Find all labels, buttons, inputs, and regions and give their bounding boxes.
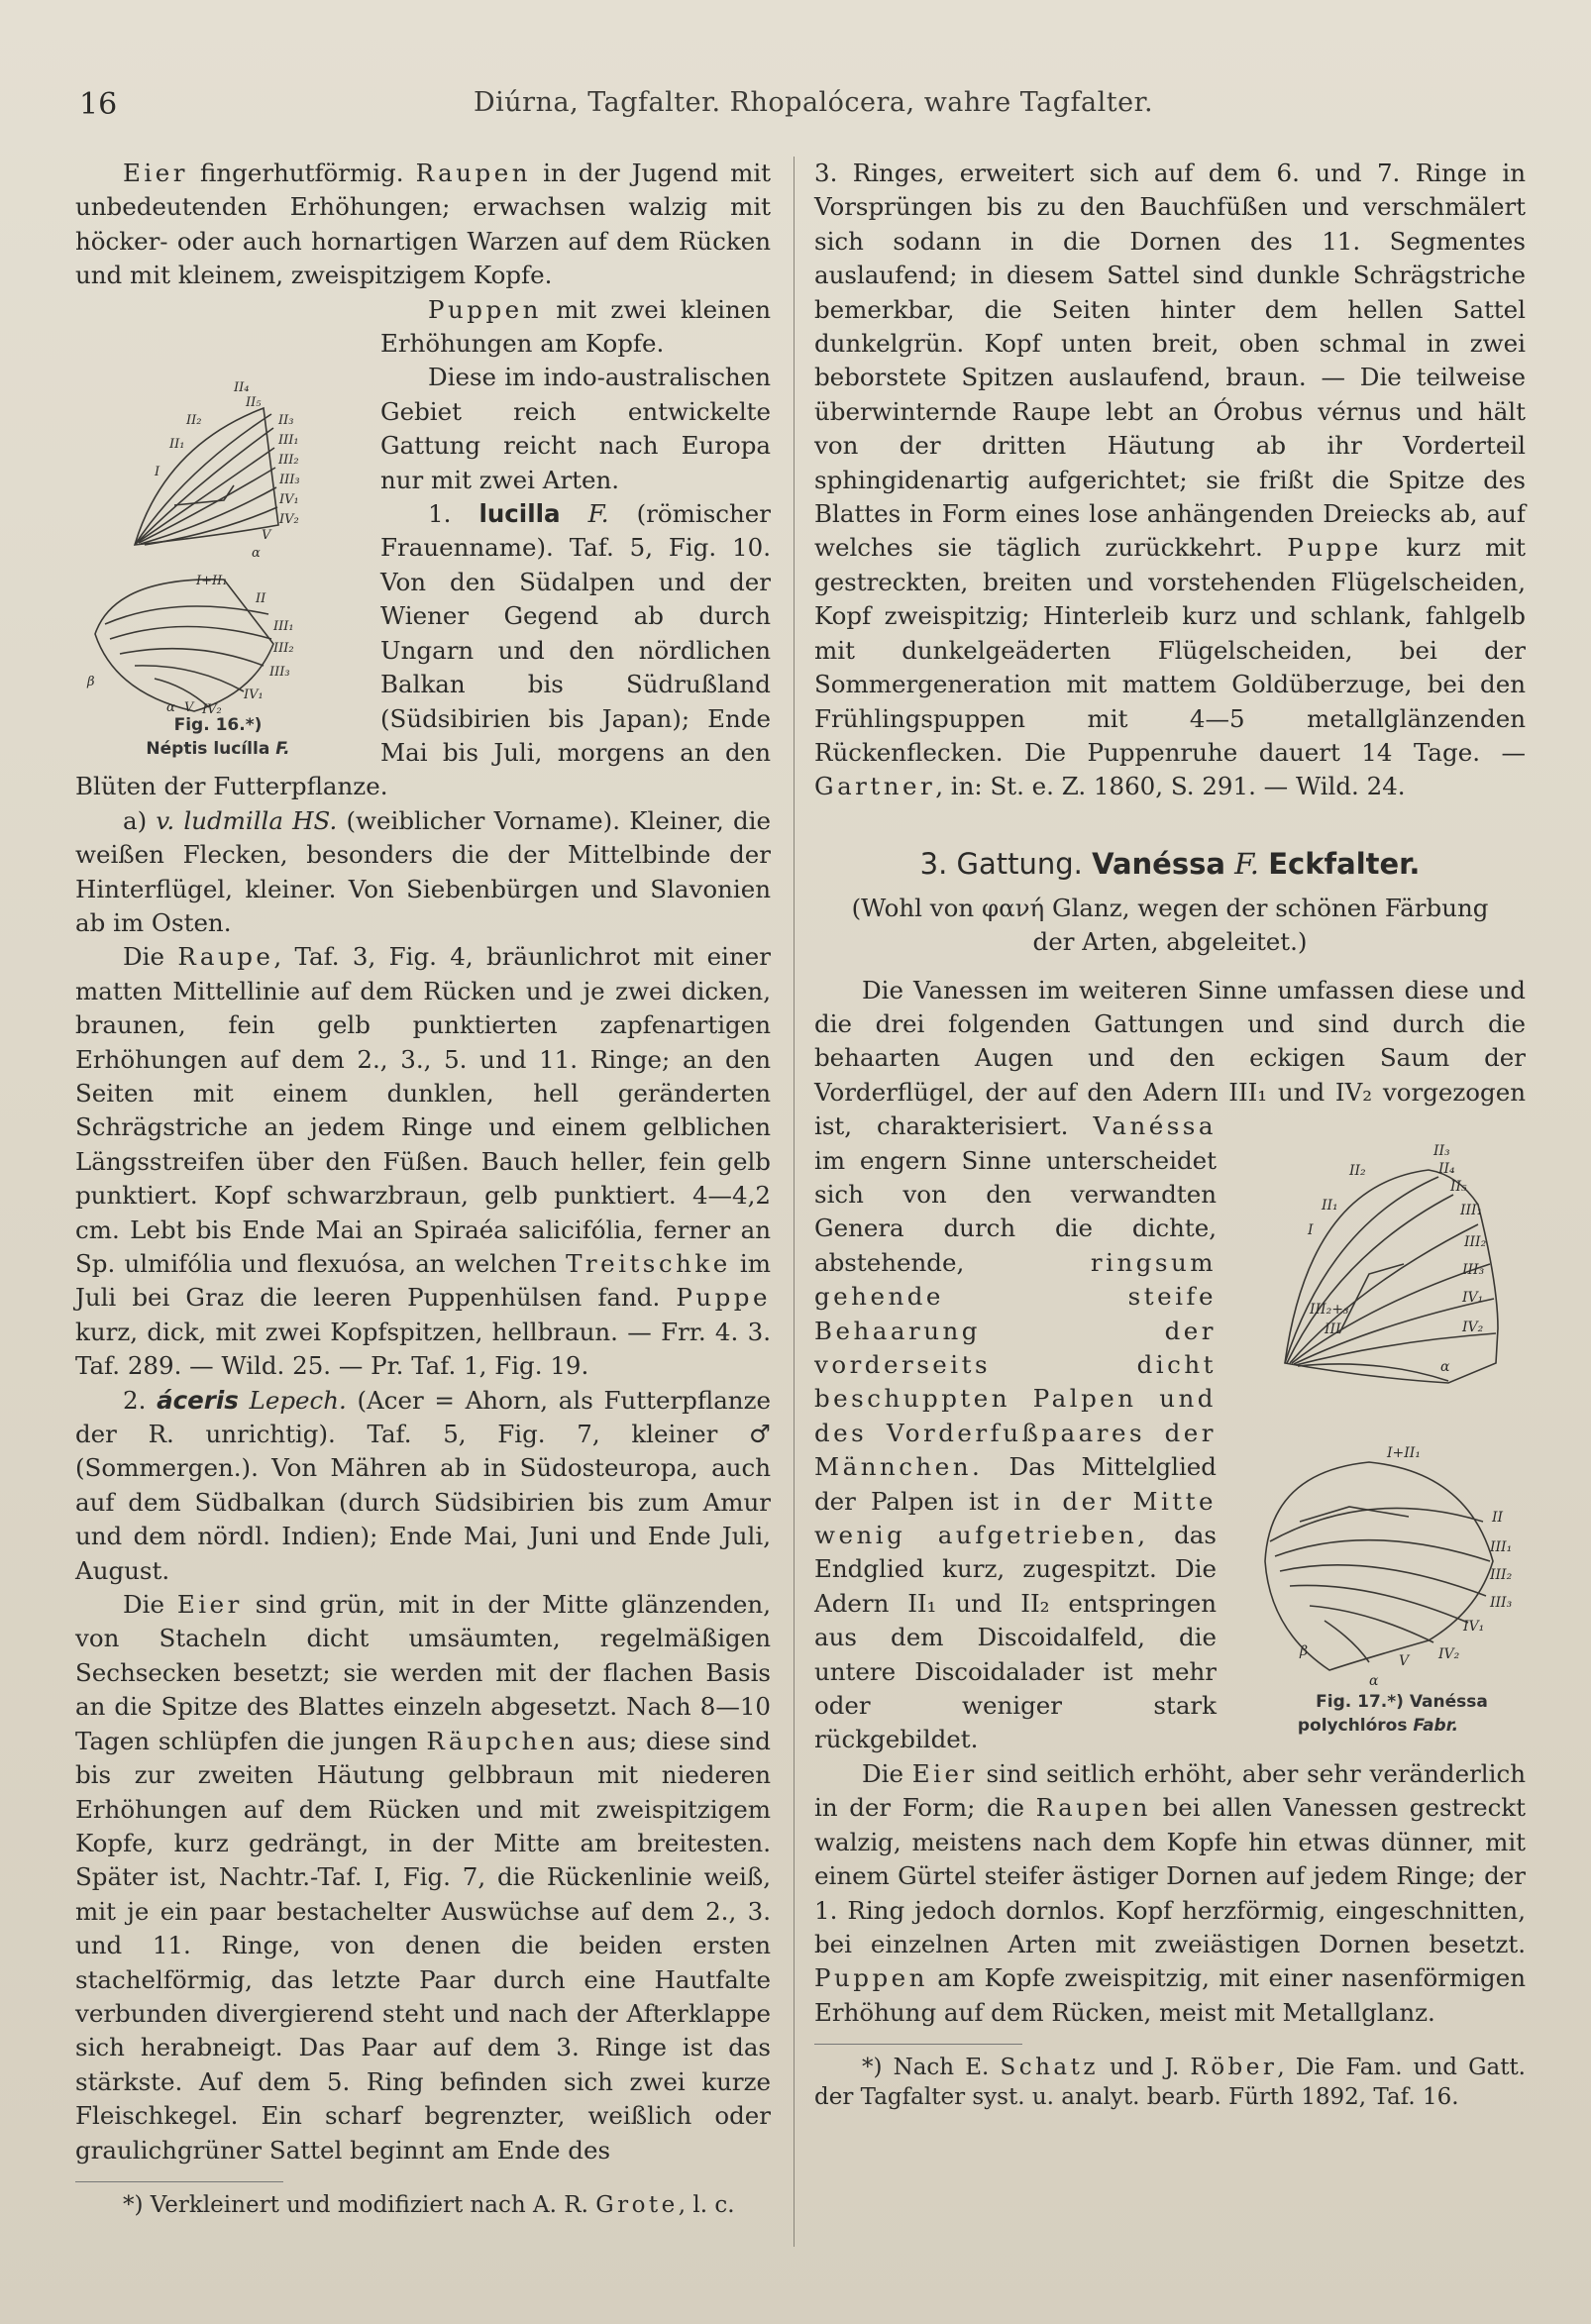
svg-text:V: V (262, 527, 271, 543)
paragraph-eggs-larvae: Eier fingerhutförmig. Raupen in der Jugend mit unbedeutenden Erhöhungen; erwachsen walzig mit höcker- oder auch hornartigen Warzen auf dem Rücken und mit kleinem, zweispitzigem Kopfe. (75, 158, 771, 290)
svg-text:I+II₁: I+II₁ (1387, 1445, 1421, 1462)
svg-text:III₃: III₃ (1490, 1595, 1513, 1612)
left-column (75, 157, 771, 2220)
svg-text:IV₁: IV₁ (1463, 1619, 1485, 1636)
svg-text:III₁: III₁ (278, 432, 299, 448)
svg-text:IV₂: IV₂ (202, 701, 222, 713)
paragraph-vanessa-definition: Die Vanessen im weiteren Sinne umfassen diese und die drei folgenden Gattungen und sind durch die behaarten Augen und den eckigen Saum der Vorderflügel, der auf den Adern III₁ und IV₂ vorgezogen ist, charakterisiert. II₃ II₄ II₅ II₂ II₁ I III₁ III₂ III₃ IV₁ IV₂ III₂+₃ III α I+II₁ II III₁ III₂ III₃ IV₁ IV₂ β V α Fig. 17.*) Vanéssa polychlóros Fabr. Vanéssa im engern Sinne unterscheidet sich von den verwandten Genera durch die dichte, abstehende, ringsum gehende steife Behaarung der vorderseits dicht beschuppten Palpen und des Vorderfußpaares der Männchen. Das Mittelglied der Palpen ist in der Mitte wenig aufgetrieben, das Endglied kurz, zugespitzt. Die Adern II₁ und II₂ entspringen aus dem Discoidalfeld, die untere Discoidalader ist mehr oder weniger stark rückgebildet. (814, 975, 1526, 1754)
svg-text:β: β (1300, 1643, 1309, 1660)
svg-text:II₅: II₅ (1450, 1179, 1467, 1196)
right-column (814, 157, 1526, 2112)
paragraph-saddle-continued: 3. Ringes, erweitert sich auf dem 6. und 7. Ringe in Vorsprüngen bis zu den Bauchfüßen und verschmälert sich sodann in die Dornen des 11. Segmentes auslaufend; in diesem Sattel sind dunkle Schrägstriche bemerkbar, die Seiten hinter dem hellen Sattel dunkelgrün. Kopf unten breit, oben schmal in zwei beborstete Spitzen auslaufend, braun. — Die teilweise überwinternde Raupe lebt an Órobus vérnus und hält von der dritten Häutung ab ihr Vorderteil sphingidenartig aufgerichtet; sie frißt die Spitze des Blattes in Form eines lose anhängenden Dreiecks ab, auf welches sie täglich zurückkehrt. Puppe kurz mit gestreckten, breiten und vorstehenden Flügelscheiden, Kopf zweispitzig; Hinterleib kurz und schlank, fahlgelb mit dunkelgeäderten Flügelscheiden, bei der Sommergeneration mit mattem Goldüberzuge, bei den Frühlingspuppen mit 4—5 metallglänzenden Rückenflecken. Die Puppenruhe dauert 14 Tage. — Gartner, in: St. e. Z. 1860, S. 291. — Wild. 24. (814, 158, 1526, 801)
variety-ludmilla: a) v. ludmilla HS. (weiblicher Vorname). Kleiner, die weißen Flecken, besonders die der Mittelbinde der Hinterflügel, kleiner. Von Siebenbürgen und Slavonien ab im Osten. (75, 805, 771, 937)
figure-17 (1230, 1115, 1526, 1742)
genus-heading: 3. Gattung. Vanéssa F. Eckfalter. (919, 846, 1421, 881)
svg-text:IV₁: IV₁ (279, 491, 299, 507)
svg-text:III: III (1325, 1321, 1341, 1338)
species-aceris: 2. áceris Lepech. (Acer = Ahorn, als Futterpflanze der R. unrichtig). Taf. 5, Fig. 7, kleiner ♂ (Sommergen.). Von Mähren ab in Südosteuropa, auch auf dem Südbalkan (durch Südsibirien bis zum Amur und dem nördl. Indien); Ende Mai, Juni und Ende Juli, August. (75, 1385, 771, 1585)
svg-text:II₅: II₅ (246, 394, 262, 410)
svg-text:IV₂: IV₂ (279, 511, 299, 527)
column-rule (794, 157, 795, 2247)
footnote-rule (75, 2181, 283, 2182)
svg-text:II₃: II₃ (278, 412, 294, 428)
paragraph-eggs-aceris: Die Eier sind grün, mit in der Mitte glänzenden, von Stacheln dicht umsäumten, regelmäßigen Sechsecken besetzt; sie werden mit der flachen Basis an die Spitze des Blattes einzeln abgesetzt. Nach 8—10 Tagen schlüpfen die jungen Räupchen aus; diese sind bis zur zweiten Häutung gelbbraun mit niederen Erhöhungen auf dem Rücken und mit zweispitzigem Kopfe, kurz gedrängt, in der Mitte am breitesten. Später ist, Nachtr.-Taf. I, Fig. 7, die Rückenlinie weiß, mit je ein paar bestachelter Auswüchse auf dem 2., 3. und 11. Ringe, von denen die beiden ersten stachelförmig, das letzte Paar durch eine Hautfalte verbunden divergierend steht und nach der Afterklappe sich herabneigt. Das Paar auf dem 3. Ringe ist das stärkste. Auf dem 5. Ring befinden sich zwei kurze Fleischkegel. Ein scharf begrenzter, weißlich oder graulichgrüner Sattel beginnt am Ende des (75, 1590, 771, 2165)
paragraph-larva-lucilla: Die Raupe, Taf. 3, Fig. 4, bräunlichrot mit einer matten Mittellinie auf dem Rücken und je zwei dicken, braunen, fein gelb punktierten zapfenartigen Erhöhungen auf dem 2., 3., 5. und 11. Ringe; an den Seiten mit einem dunklen, hell geränderten Schrägstriche an jedem Ringe und einem gelblichen Längsstreifen über den Füßen. Bauch heller, fein gelb punktiert. Kopf schwarzbraun, gelb punktiert. 4—4,2 cm. Lebt bis Ende Mai an Spiraéa salicifólia, ferner an Sp. ulmifólia und flexuósa, an welchen Treitschke im Juli bei Graz die leeren Puppenhülsen fand. Puppe kurz, dick, mit zwei Kopfspitzen, hellbraun. — Frr. 4. 3. Taf. 289. — Wild. 25. — Pr. Taf. 1, Fig. 19. (75, 942, 771, 1381)
svg-text:II₁: II₁ (1322, 1198, 1338, 1215)
running-title: Diúrna, Tagfalter. Rhopalócera, wahre Tagfalter. (474, 87, 1154, 118)
svg-text:III₃: III₃ (269, 664, 290, 680)
figure-16-caption: Fig. 16.*) Néptis lucílla F. (146, 714, 290, 759)
svg-text:II₂: II₂ (1349, 1163, 1366, 1180)
svg-text:III₃: III₃ (279, 472, 300, 487)
page-number: 16 (79, 87, 118, 122)
svg-text:II₄: II₄ (1438, 1161, 1455, 1178)
svg-text:III₂+₃: III₂+₃ (1310, 1302, 1349, 1319)
svg-text:V: V (1399, 1653, 1410, 1670)
svg-text:III₁: III₁ (1490, 1539, 1513, 1556)
paragraph-genus-range: Diese im indo-australischen Gebiet reich entwickelte Gattung reicht nach Europa nur mit zwei Arten. (380, 363, 771, 494)
svg-text:II₃: II₃ (1433, 1143, 1450, 1160)
svg-text:α: α (166, 699, 175, 713)
svg-text:III₁: III₁ (273, 618, 294, 634)
svg-text:α: α (1440, 1359, 1450, 1376)
svg-text:I: I (155, 464, 160, 479)
svg-text:I+II₁: I+II₁ (196, 573, 228, 588)
svg-text:II₁: II₁ (169, 436, 185, 452)
svg-text:II₂: II₂ (186, 412, 202, 428)
species-lucilla: 1. lucilla F. (römischer Frauenname). Taf. 5, Fig. 10. Von den Südalpen und der Wiener Gegend ab durch Ungarn und den nördlichen Balkan bis Südrußland (Südsibirien bis Japan); Ende Mai bis Juli, morgens an den Blüten der Futterpflanze. (75, 499, 771, 801)
svg-text:III₂: III₂ (1464, 1234, 1487, 1251)
svg-text:III₂: III₂ (1490, 1567, 1513, 1584)
svg-text:III₁: III₁ (1460, 1203, 1483, 1219)
footnote-left: *) Verkleinert und modifiziert nach A. R. Grote, l. c. (123, 2191, 735, 2218)
svg-text:β: β (87, 674, 95, 689)
svg-text:IV₁: IV₁ (1462, 1290, 1484, 1307)
svg-text:α: α (252, 545, 261, 561)
page-header (0, 87, 1591, 127)
etymology: (Wohl von φανή Glanz, wegen der schönen Färbung der Arten, abgeleitet.) (851, 893, 1489, 957)
svg-text:IV₂: IV₂ (1438, 1646, 1460, 1663)
svg-text:α: α (1369, 1673, 1379, 1690)
wing-venation-diagram-neptis (75, 297, 361, 713)
svg-text:V: V (184, 699, 194, 713)
fw-label: II₄ (234, 379, 250, 395)
svg-text:II: II (256, 590, 266, 606)
wing-venation-diagram-vanessa (1230, 1115, 1526, 1690)
svg-text:I: I (1308, 1222, 1314, 1239)
figure-16 (75, 297, 361, 763)
paragraph-pupae: Puppen mit zwei kleinen Erhöhungen am Kopfe. (380, 294, 771, 359)
svg-text:IV₂: IV₂ (1462, 1320, 1484, 1336)
footnote-rule-right (814, 2044, 1022, 2045)
paragraph-early-stages: Die Eier sind seitlich erhöht, aber sehr veränderlich in der Form; die Raupen bei allen Vanessen gestreckt walzig, meistens nach dem Kopfe hin etwas dünner, mit einem Gürtel steifer ästiger Dornen auf jedem Ringe; der 1. Ring jedoch dornlos. Kopf herzförmig, eingeschnitten, bei einzelnen Arten mit zweiästigen Dornen besetzt. Puppen am Kopfe zweispitzig, mit einer nasenförmigen Erhöhung auf dem Rücken, meist mit Metallglanz. (814, 1758, 1526, 2027)
figure-17-caption: Fig. 17.*) Vanéssa polychlóros Fabr. (1297, 1692, 1488, 1737)
svg-text:IV₁: IV₁ (244, 687, 264, 702)
svg-text:III₃: III₃ (1462, 1262, 1485, 1279)
svg-text:III₂: III₂ (273, 640, 294, 656)
footnote-right: *) Nach E. Schatz und J. Röber, Die Fam. und Gatt. der Tagfalter syst. u. analyt. bearb. Fürth 1892, Taf. 16. (814, 2055, 1526, 2111)
svg-text:III₂: III₂ (278, 452, 299, 468)
svg-text:II: II (1492, 1510, 1504, 1527)
